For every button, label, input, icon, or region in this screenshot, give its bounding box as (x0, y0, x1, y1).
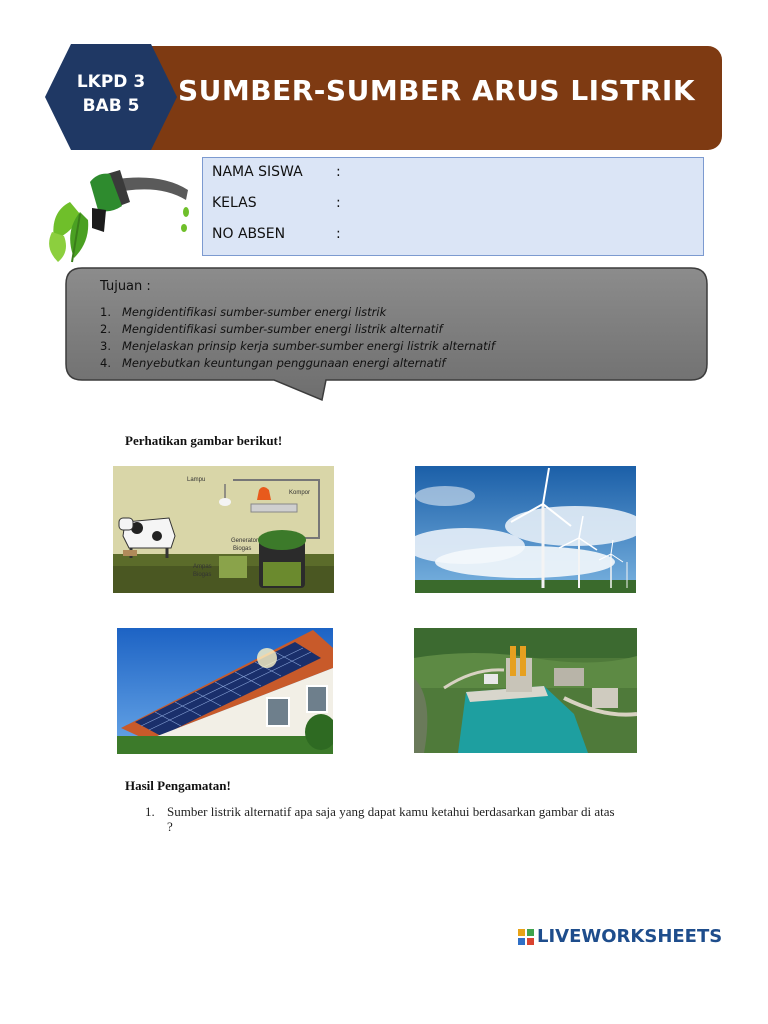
objective-text: Mengidentifikasi sumber-sumber energi listrik alternatif (122, 322, 443, 336)
field-sep: : (336, 164, 341, 180)
objective-num: 1. (100, 305, 111, 319)
objective-item (100, 304, 495, 321)
objective-num: 4. (100, 356, 111, 370)
biogas-label-ampas-biogas: Biogas (193, 572, 212, 578)
biogas-label-kompor: Kompor (289, 490, 311, 496)
question-1 (145, 804, 645, 834)
field-label: NAMA SISWA (212, 164, 303, 180)
liveworksheets-brand: LIVEWORKSHEETS (537, 926, 723, 947)
field-sep: : (336, 226, 341, 242)
solar-panel-image (117, 628, 333, 754)
question-text: Sumber listrik alternatif apa saja yang dapat kamu ketahui berdasarkan gambar di atas (167, 804, 615, 819)
badge-bab: BAB 5 (82, 96, 140, 116)
objective-text: Menjelaskan prinsip kerja sumber-sumber energi listrik alternatif (122, 339, 495, 353)
objective-text: Mengidentifikasi sumber-sumber energi listrik (122, 305, 387, 319)
results-heading: Hasil Pengamatan! (125, 778, 231, 793)
question-number: 1. (145, 804, 155, 819)
biogas-label-ampas: Ampas (193, 564, 212, 570)
liveworksheets-logo[interactable] (518, 926, 722, 947)
objective-item (100, 338, 495, 355)
field-label: KELAS (212, 195, 257, 211)
observe-heading: Perhatikan gambar berikut! (125, 433, 283, 448)
objectives-list (100, 304, 495, 372)
objectives-title: Tujuan : (100, 279, 151, 294)
objective-item (100, 355, 495, 372)
objective-num: 3. (100, 339, 111, 353)
chapter-badge-text (58, 70, 164, 118)
biogas-image (113, 466, 334, 593)
liveworksheets-mark-icon (518, 929, 534, 945)
objective-num: 2. (100, 322, 111, 336)
wind-turbine-image (415, 466, 636, 593)
question-line (145, 804, 645, 819)
field-sep: : (336, 195, 341, 211)
biogas-label-lampu: Lampu (187, 477, 206, 483)
objective-item (100, 321, 495, 338)
question-text-continued: ? (167, 819, 173, 834)
fuel-nozzle-leaf-icon (40, 162, 192, 264)
badge-lkpd: LKPD 3 (76, 72, 146, 92)
field-label: NO ABSEN (212, 226, 286, 242)
hydropower-image (414, 628, 637, 753)
field-nama-siswa[interactable] (212, 164, 341, 180)
biogas-label-generator: Generator (231, 538, 259, 544)
page-title: SUMBER-SUMBER ARUS LISTRIK (178, 74, 696, 107)
objective-text: Menyebutkan keuntungan penggunaan energi alternatif (122, 356, 446, 370)
biogas-label-biogas: Biogas (233, 546, 252, 552)
field-no-absen[interactable] (212, 226, 341, 242)
student-info-box (202, 157, 704, 256)
field-kelas[interactable] (212, 195, 341, 211)
